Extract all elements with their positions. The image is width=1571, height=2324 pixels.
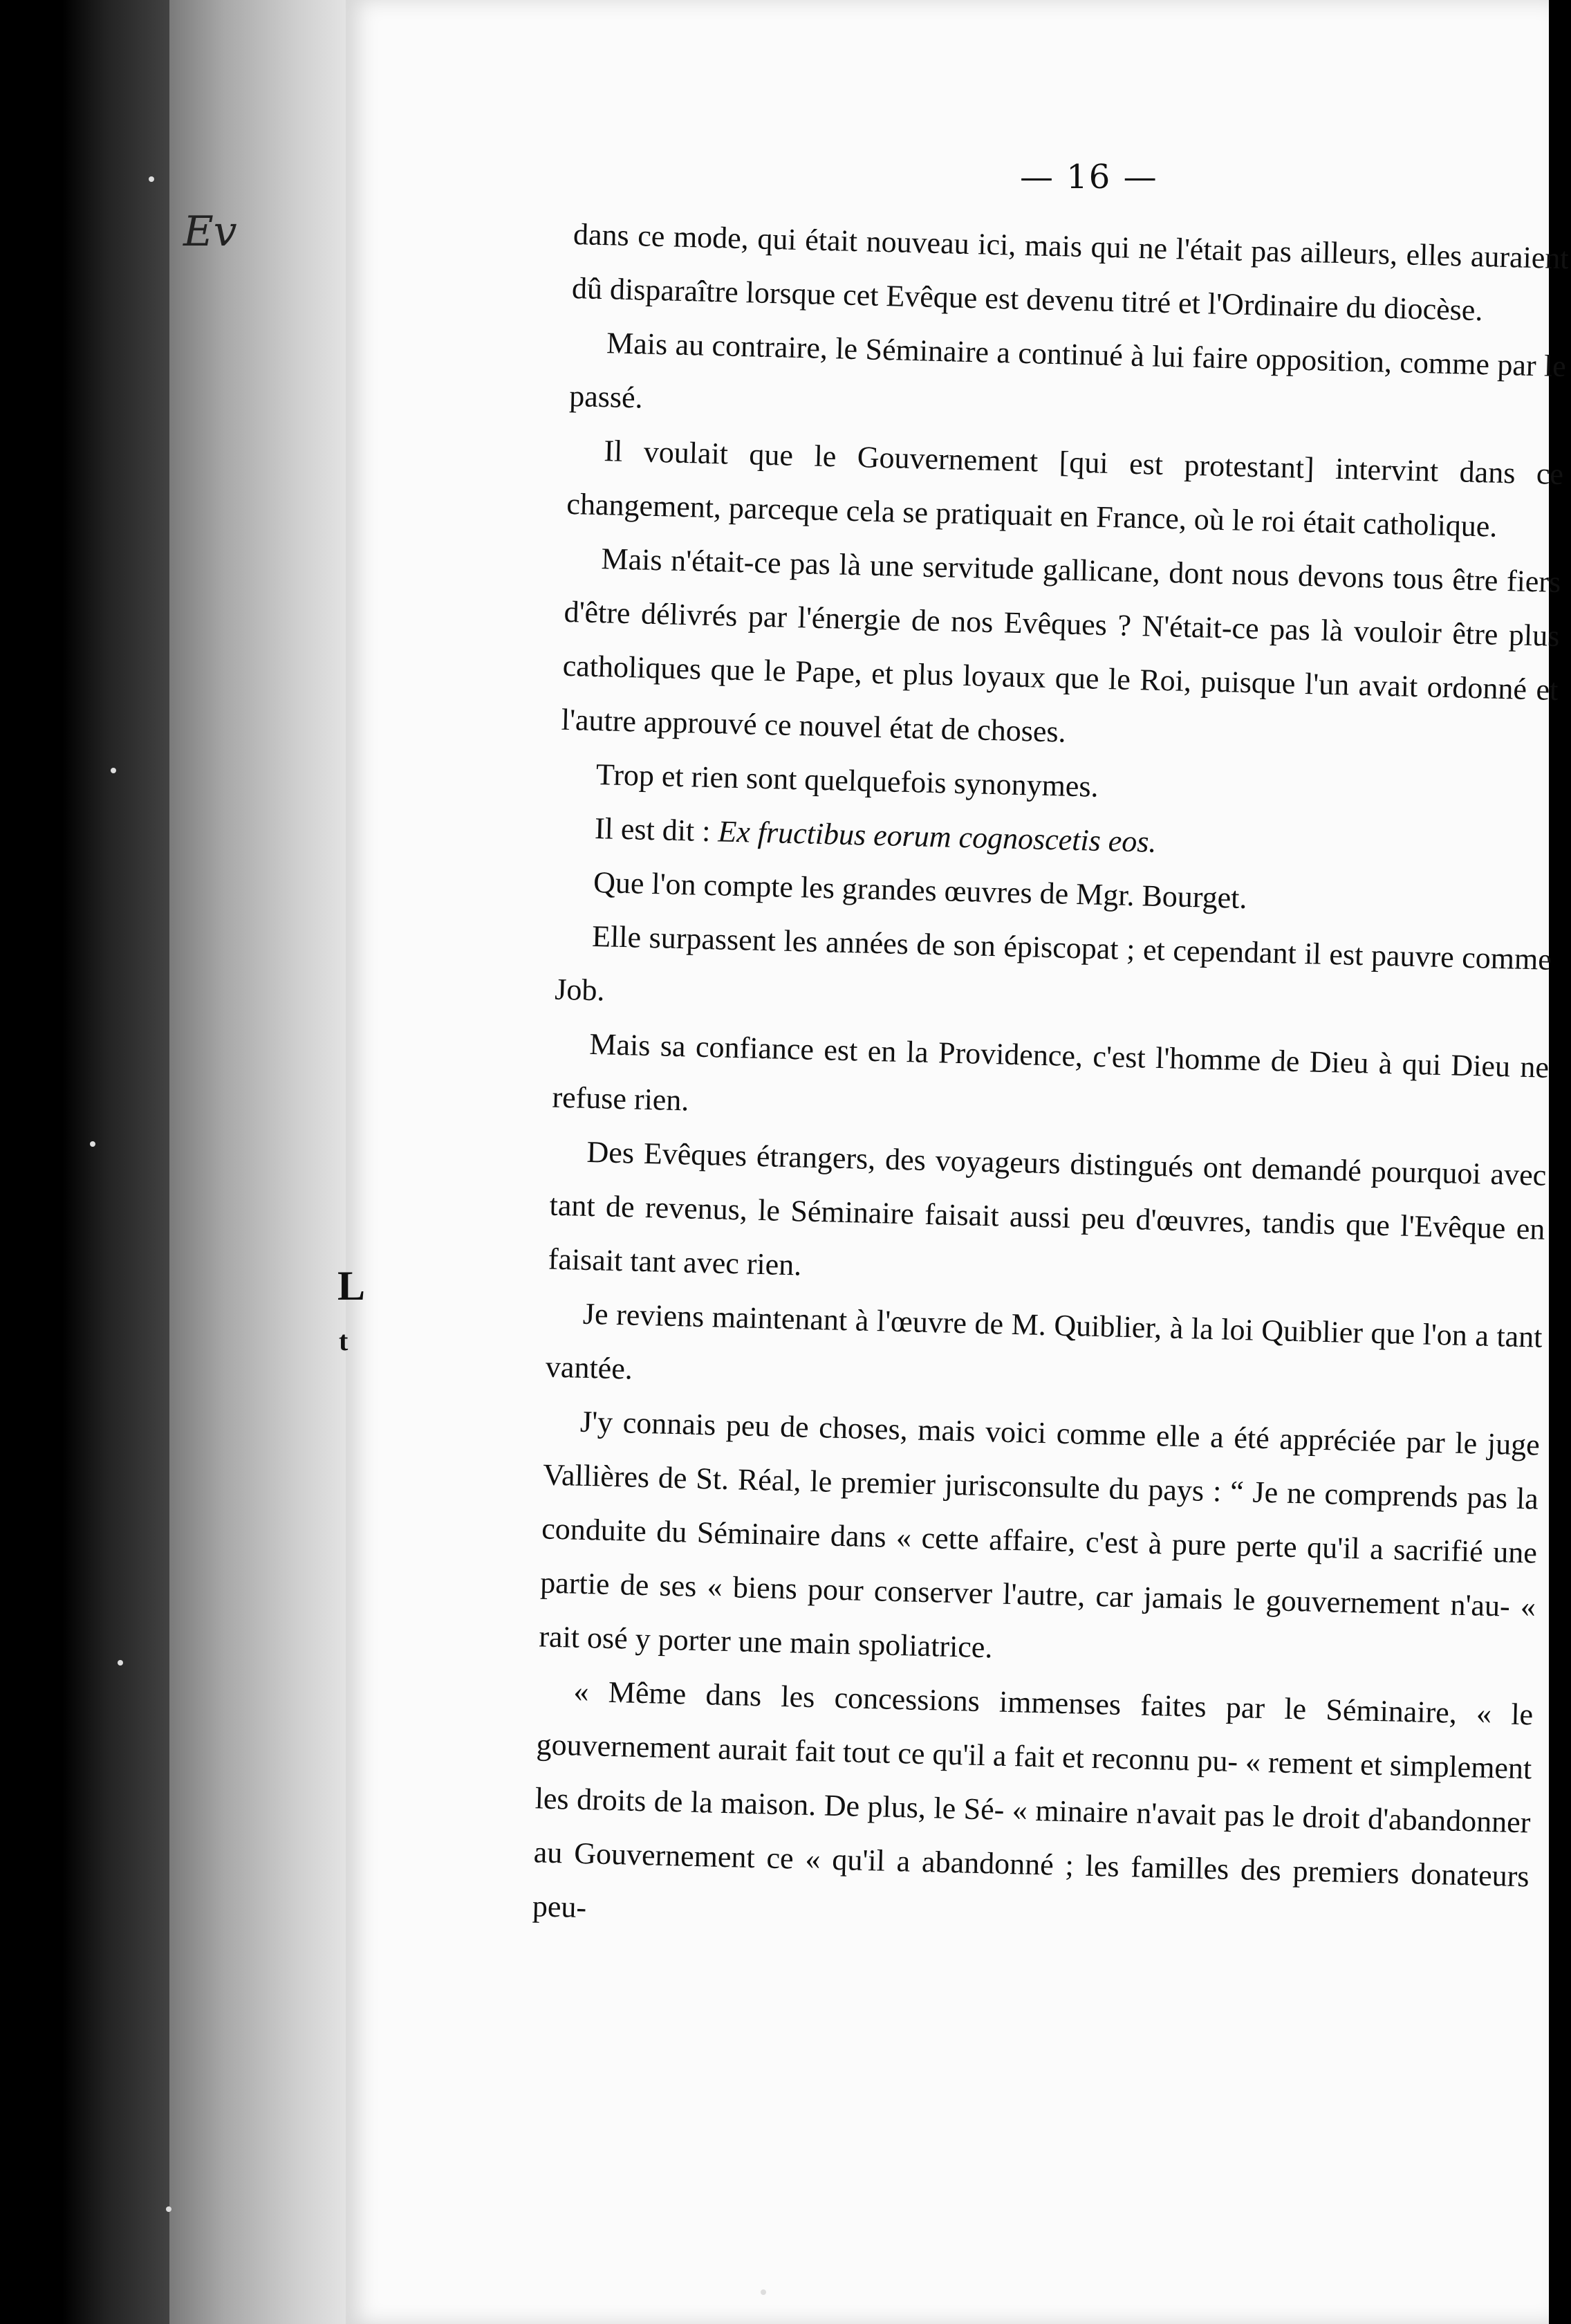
paragraph: Mais n'était-ce pas là une servitude gallicane, dont nous devons tous être fiers d'être délivrés par l'énergie de nos Evêques ? N'était-ce pas là vouloir être plus catholiques que le Pape, et plus loyaux que le Roi, puisque l'un avait ordonné et l'autre approuvé ce nouvel état de choses. (561, 542, 1561, 749)
latin-quote: Ex fructibus eorum cognoscetis eos. (717, 814, 1158, 859)
scan-speck (166, 2206, 171, 2212)
paragraph: dans ce mode, qui était nouveau ici, mais qui ne l'était pas ailleurs, elles auraient dû disparaître lorsque cet Evêque est devenu titré et l'Ordinaire du diocèse. (571, 216, 1570, 328)
paragraph: Mais au contraire, le Séminaire a continué à lui faire opposition, comme par le passé. (568, 326, 1567, 415)
paragraph: Des Evêques étrangers, des voyageurs distingués ont demandé pourquoi avec tant de revenus, le Séminaire faisait aussi peu d'œuvres, tandis que l'Evêque en faisait tant avec rien. (548, 1134, 1547, 1282)
paragraph: Il voulait que le Gouvernement [qui est protestant] intervint dans ce changement, parceque cela se pratiquait en France, où le roi était catholique. (566, 434, 1564, 544)
body-text (532, 208, 1570, 1957)
page-number: — 16 — (1020, 158, 1158, 196)
scan-speck (111, 768, 116, 773)
quoted-paragraph: « Même dans les concessions immenses faites par le Séminaire, « le gouvernement aurait fait tout ce qu'il a fait et reconnu pu- « rement et simplement les droits de la maison. De plus, le Sé- « minaire n'avait pas le droit d'abandonner au Gouvernement ce « qu'il a abandonné ; les familles des premiers donateurs peu- (532, 1674, 1534, 1925)
scan-border-left (62, 0, 173, 2324)
paragraph: Trop et rien sont quelquefois synonymes. (595, 757, 1099, 804)
scan-speck (149, 176, 154, 182)
margin-note: Ev (183, 208, 237, 256)
scan-speck (761, 2289, 766, 2295)
paragraph: Que l'on compte les grandes œuvres de Mgr. Bourget. (593, 865, 1248, 916)
scan-speck (118, 1660, 123, 1666)
margin-mark-2: t (339, 1325, 348, 1356)
paragraph: Mais sa confiance est en la Providence, c'est l'homme de Dieu à qui Dieu ne refuse rien. (551, 1026, 1550, 1118)
paragraph: Elle surpassent les années de son épiscopat ; et cependant il est pauvre comme Job. (554, 919, 1552, 1008)
paragraph: Je reviens maintenant à l'œuvre de M. Quiblier, à la loi Quiblier que l'on a tant vantée. (545, 1296, 1543, 1386)
paragraph: J'y connais peu de choses, mais voici comme elle a été appréciée par le juge Vallières de St. Réal, le premier jurisconsulte du pays : “ Je ne comprends pas la conduite du Séminaire dans « cette affaire, c'est à pure perte qu'il a sacrifié une partie de ses « biens pour conserver l'autre, car jamais le gouvernement n'au- « rait osé y porter une main spoliatrice. (538, 1404, 1541, 1665)
scan-speck (90, 1141, 95, 1147)
paragraph-prefix: Il est dit : (594, 811, 719, 849)
book-spine (169, 0, 353, 2324)
margin-mark-1: L (337, 1263, 366, 1309)
